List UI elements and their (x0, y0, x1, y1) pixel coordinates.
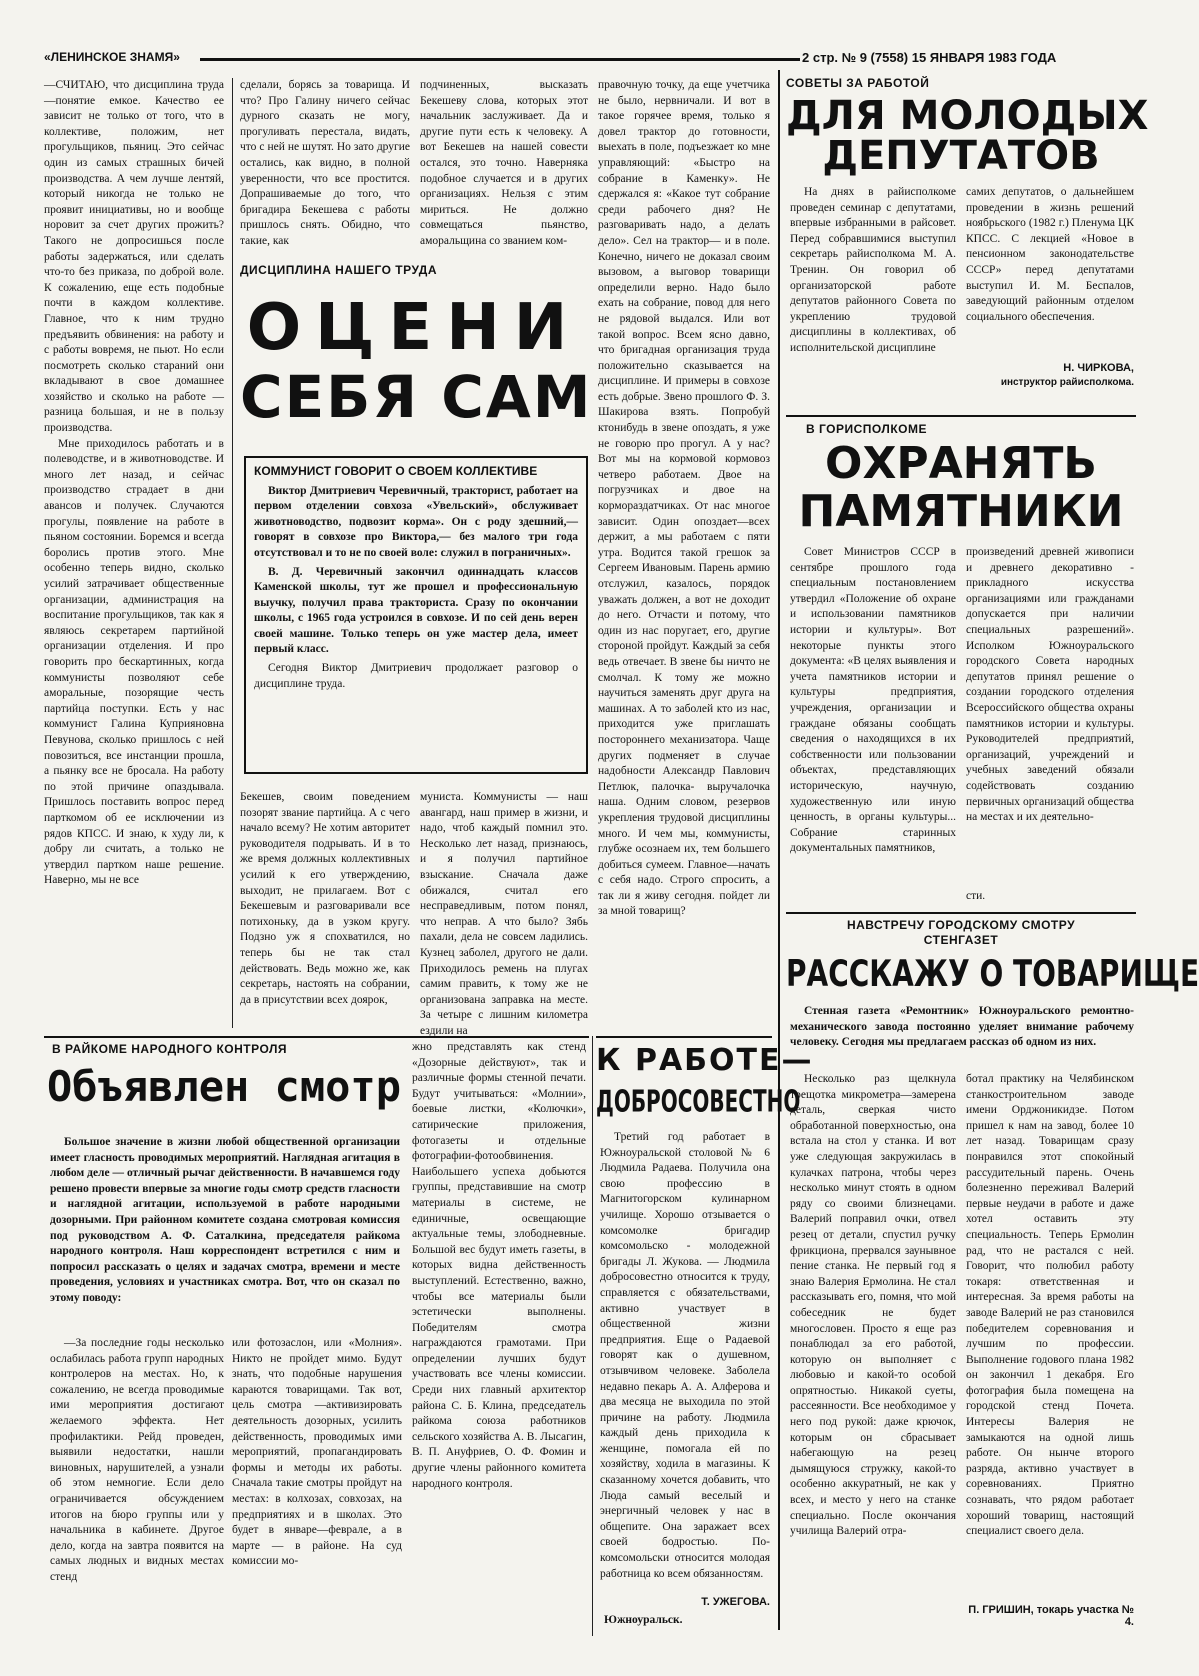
paragraph: произведений древней живописи и древнего декоративно - прикладного искусства организациями или гражданами допускается при наличии специальных разрешений». Исполком Южноуральского городского Совета народных депутатов принял решение о создании городского отделения Всероссийского общества охраны памятников истории и культуры. Руководителей предприятий, организаций, учреждений и учебных заведений обязали содействовать созданию первичных организаций общества на местах и их деятельно- (966, 546, 1134, 824)
deputies-col1 (790, 185, 956, 405)
paragraph: сделали, борясь за товарища. И что? Про Галину ничего сейчас дурного сказать не могу, прогуливать перестала, видать, что с ней не шутят. Но зато другие остались, как видно, в полной уверенности, что все простится. Допрашиваемые до того, что бригадира Бекешева с работы пришлось снять. Обидно, что такие, как (240, 79, 410, 247)
comrade-lead (790, 1004, 1134, 1068)
deputies-col2 (966, 185, 1134, 361)
control-col3 (412, 1040, 586, 1636)
divider (592, 1036, 593, 1636)
control-col1 (50, 1336, 224, 1636)
discipline-col3-top (420, 78, 588, 263)
paragraph: На днях в райисполкоме проведен семинар с депутатами, впервые избранными в райсовет. Перед собравшимися выступил секретарь райисполкома М. А. Тренин. Он говорил об организаторской работе депутатов районного Совета по укреплению трудовой дисциплины в коллективах, об исполнительской дисциплине (790, 186, 956, 354)
column-divider (778, 70, 780, 1630)
discipline-rubric: ДИСЦИПЛИНА НАШЕГО ТРУДА (240, 263, 438, 277)
divider (596, 1036, 772, 1038)
control-lead (50, 1135, 400, 1325)
divider (786, 415, 1136, 417)
deputies-rubric: СОВЕТЫ ЗА РАБОТОЙ (786, 76, 930, 90)
deputies-headline-1: ДЛЯ МОЛОДЫХ (786, 93, 1149, 139)
work-headline-2: ДОБРОСОВЕСТНО (596, 1083, 801, 1119)
communist-box-title: КОММУНИСТ ГОВОРИТ О СВОЕМ КОЛЛЕКТИВЕ (254, 464, 538, 478)
work-signature: Т. УЖЕГОВА. (701, 1596, 770, 1608)
control-headline: Объявлен смотр (46, 1062, 401, 1111)
paragraph: правочную точку, да еще учетчика не было, нервничали. И вот в такое горячее время, только я довел трактор до готовности, выехать в поле, подъезжает ко мне управляющий: «Быстро на собрание в Каменку». Не сдержался я: «Какое тут собрание среди рабочего дня? Не разговаривать надо, а делать дело». Сел на трактор— и в поле. Конечно, ничего не доказал своим вызовом, а выговор товарищи определили верно. Надо было ехать на собрание, повод для него не рядовой выдался. Или вот такой вопрос. Всем ясно давно, что бригадная организация труда положительно сказывается на дисциплине. И примеры в совхозе есть добрые. Звено прошлого Ф. З. Шакирова взять. Попробуй ктонибудь в звене опоздать, я уже не говорю про прогул. А у нас? Вот мы на кормовой кормовоз четверо работаем. Двое на погрузчиках и двое на кормораздатчиках. От нас многое зависит. Один опоздает—всех держит, а мы работаем с пяти утра. Водится такой грешок за Сергеем Ивановым. Парень армию отслужил, казалось, порядок уважать должен, а вот не доходит до него. Отчасти и потому, что один из нас поругает, его, другие стороной пройдут. Каждый за себя ведь отвечает. В звене бы ничто не смолчал. К тому же можно научиться заменять друг друга на машинах. А то заболей кто из нас, приходится уже приглашать постороннего механизатора. Чаще других подменяет в случае надобности Александр Павлович Петлюк, палочка- выручалочка наша. Одним словом, резервов укрепления трудовой дисциплины много. И чем мы, коммунисты, глубже осознаем их, тем большего добиться сумеем. Главное—начать с себя надо. Строго спросить, а так ли я живу сегодня. пойдет ли за мной товарищ? (598, 79, 770, 918)
comrade-headline: РАССКАЖУ О ТОВАРИЩЕ (786, 952, 1199, 995)
control-col2 (232, 1336, 402, 1636)
divider (786, 912, 1136, 914)
discipline-col3-bottom (420, 790, 588, 1037)
paragraph: Бекешев, своим поведением позорят звание партийца. А с чего начало всему? Не хотим авторитет руководителя подрывать. И в то же время должных коллективных усилий к его утверждению, выходит, не прилагаем. Вот с Бекешевым и разговаривали все потихоньку, да в узком кругу. Подзно уж я спохватился, но теперь бы не так стал действовать. Ведь можно же, как секретарь, настоять на собрании, да в присутствии всех доярок, (240, 791, 410, 1006)
monuments-col1 (790, 545, 956, 905)
communist-box-p3: Сегодня Виктор Дмитриевич продолжает разговор о дисциплине труда. (254, 662, 578, 690)
discipline-headline-1: ОЦЕНИ (246, 291, 582, 365)
monuments-col2-tail: сти. (966, 890, 986, 902)
paragraph: —За последние годы несколько ослабилась работа групп народных контролеров на местах. Но, к сожалению, не всегда проводимые ими мероприятия достигают желаемого эффекта. Нет профилактики. Рейд проведен, выявили недостатки, нашли виновных, нарушителей, а узнали об этом немногие. Если дело ограничивается обсуждением итогов на бюро группы или у начальника в кабинете. Другое дело, когда на завтра появится на самых людных и видных местах стенд (50, 1337, 224, 1583)
comrade-col1 (790, 1072, 956, 1632)
discipline-col2-top (240, 78, 410, 247)
work-headline-1: К РАБОТЕ— (596, 1043, 814, 1078)
communist-box-p2: В. Д. Черевичный закончил одиннадцать классов Каменской школы, тут же прошел и профессиональную выучку, получил права тракториста. Сразу по окончании школы, с 1965 года устроился в совхозе. И по сей день верен своей машине. Только теперь он уже мастер дела, имеет первый класс. (254, 566, 578, 656)
masthead-right: 2 стр. № 9 (7558) 15 ЯНВАРЯ 1983 ГОДА (802, 50, 1057, 65)
paragraph: подчиненных, высказать Бекешеву слова, которых этот начальник заслуживает. Да и другие пути есть к человеку. А вот Бекешев на нашей совести остался, это точно. Наверняка подобное случается и в других организациях. Нельзя с этим мириться. Не должно совмещаться пьянство, аморальщина со званием ком- (420, 79, 588, 247)
paragraph: Стенная газета «Ремонтник» Южноуральского ремонтно- механического завода постоянно уделяет внимание рабочему человеку. Сегодня мы предлагаем рассказ об одном из них. (790, 1005, 1134, 1049)
paragraph: или фотозаслон, или «Молния». Никто не пройдет мимо. Будут знать, что подобные нарушения караются товарищами. Так вот, цель смотра —активизировать деятельность дозорных, усилить действенность, проводимых ими мероприятий, пропагандировать формы и методы их работы. Сначала такие смотры пройдут на местах: в колхозах, совхозах, на предприятиях и в школах. Это будет в январе—феврале, а в марте — в районе. На суд комиссии мо- (232, 1337, 402, 1568)
paragraph: самих депутатов, о дальнейшем проведении в жизнь решений ноябрьского (1982 г.) Пленума ЦК КПСС. С лекцией «Новое в пенсионном законодательстве СССР» перед депутатами выступил И. М. Беспалов, заведующий районным отделом социального обеспечения. (966, 186, 1134, 323)
discipline-headline-2: СЕБЯ САМ (240, 363, 593, 431)
paragraph: жно представлять как стенд «Дозорные действуют», так и различные формы стенной печати. Будут учитываться: «Молнии», боевые листки, «Колючки», сатирические приложения, фотогазеты и отдельные фотографии-фотообвинения. Наибольшего успеха добьются группы, представившие на смотр материалы в системе, не единичные, освещающие актуальные темы, злободневные. Большой вес будут иметь газеты, в которых видна действенность выступлений. Естественно, важно, чтобы все материалы были эстетически выполнены. Победителям смотра награждаются грамотами. При определении лучших будут участвовать все члены комиссии. Среди них главный архитектор района С. Б. Клина, председатель райкома союза работников сельского хозяйства А. В. Лысагин, В. П. Ануфриев, О. Ф. Фомин и другие члены районного комитета народного контроля. (412, 1041, 586, 1490)
paragraph: муниста. Коммунисты — наш авангард, наш пример в жизни, и надо, чтоб каждый помнил это. Несколько лет назад, признаюсь, и я получил партийное взыскание. Сначала даже обижался, считал его несправедливым, потом понял, что неправ. А что было? Зябь пахали, дела не совсем ладились. Кузнец заболел, другого не дали. Приходилось ремень на плугах самим править, к тому же не организована заправка на месте. За четыре с лишним километра ездили на (420, 791, 588, 1037)
paragraph: Несколько раз щелкнула трещотка микрометра—замерена деталь, сверкая чисто обработанной поверхностью, она встала на стол у станка. И вот уже следующая закружилась в кулачках патрона, чтобы через несколько минут стоять в одном ряду со своими близнецами. Валерий поправил очки, отвел резец от детали, спустил ручку фрикциона, прервался заунывное пение станка. Не первый год я знаю Валерия Ермолина. Не стал рассказывать его, помня, что мой собеседник не будет многословен. Просто я еще раз понаблюдал за его работой, которую он выполняет с любовью и какой-то особой опрятностью. Никакой суеты, рассеянности. Все необходимое у него под рукой: даже крючок, которым он сбрасывает набегающую на резец дымящуюся стружку, какой-то особенно аккуратный, не как у всех, и место у него на станке специально. После окончания училища Валерий отра- (790, 1073, 956, 1538)
monuments-headline-2: ПАМЯТНИКИ (798, 486, 1124, 537)
monuments-rubric: В ГОРИСПОЛКОМЕ (806, 422, 928, 436)
comrade-rubric-1: НАВСТРЕЧУ ГОРОДСКОМУ СМОТРУ (846, 918, 1076, 932)
communist-box (244, 456, 588, 774)
comrade-rubric-2: СТЕНГАЗЕТ (923, 933, 999, 947)
communist-box-p1: Виктор Дмитриевич Черевичный, тракторист, работает на первом отделении совхоза «Увельский», обслуживает животноводство, подвозит корма». Он с роду здешний,— говорят в совхозе про Виктора,— без малого три года отсутствовал и то не по своей воле: служил в пограничных». (254, 485, 578, 559)
discipline-col4 (598, 78, 770, 1030)
masthead-rule (200, 58, 800, 61)
paragraph: Большое значение в жизни любой общественной организации имеет гласность проводимых мероприятий. Наглядная агитация в любом деле — отличный рычаг действенности. В начавшемся году решено провести впервые за многие годы смотр средств гласности и наглядной агитации, используемой в работе народными дозорными. При районном комитете создана смотровая комиссия под руководством А. Ф. Саталкина, председателя райкома народного контроля. Наш корреспондент встретился с ним и попросил рассказать о целях и задачах смотра, времени и месте проведения, условиях и участниках смотра. Вот, что он сказал по этому поводу: (50, 1136, 400, 1304)
discipline-col1-p2: Мне приходилось работать и в полеводстве, и в животноводстве. И много лет назад, и сейчас производство страдает в дни авансов и получек. Случаются прогулы, появление на работе в пьяном состоянии. Боремся и всегда боролись против этого. Мне особенно теперь видно, сколько усилий затрачивает общественные организации, администрация на воспитание прогульщиков, так как я являюсь секретарем партийной организации отделения. И про говорить про бескартинных, когда коммунисты позволяют себе аморальные, позорящие честь партийца поступки. Есть у нас коммунист Галина Куприяновна Певунова, сколько пришлось с ней повозиться, все инстанции прошла, а пьянку все не бросала. На работу по этой причине опаздывала. Пришлось поставить вопрос перед парткомом об ее исключении из рядов КПСС. И знаю, к худу ли, к добру ли считать, а только не утвердил партком наше решение. Наверно, мы не все (44, 437, 224, 887)
discipline-col2-bottom (240, 790, 410, 1030)
divider (44, 1036, 589, 1038)
masthead-left: «ЛЕНИНСКОЕ ЗНАМЯ» (44, 50, 180, 64)
divider (232, 78, 233, 1028)
comrade-signature: П. ГРИШИН, токарь участка № 4. (968, 1604, 1134, 1628)
monuments-headline-1: ОХРАНЯТЬ (825, 438, 1097, 489)
paragraph: ботал практику на Челябинском станкостроительном заводе имени Орджоникидзе. Потом пришел к нам на завод, более 10 лет назад. Товарищам сразу понравился этот спокойный рассудительный парень. Очень болезненно переживал Валерий первые неудачи в работе и даже хотел оставить эту специальность. Теперь Ермолин рад, что не растался с ней. Говорит, что полюбил работу токаря: ответственная и интересная. За время работы на заводе Валерий не раз становился победителем соревнования и лучшим по профессии. Выполнение годового плана 1982 он закончил 1 декабря. Его фотография была помещена на городской стенд Почета. Интересы Валерия не замыкаются на одной лишь работе. Он нынче второго разряда, активно участвует в соревнованиях. Приятно сознавать, что рядом работает хороший товарищ, настоящий специалист своего дела. (966, 1073, 1134, 1538)
paragraph: Совет Министров СССР в сентябре прошлого года специальным постановлением утвердил «Положение об охране и использовании памятников истории и культуры». Вот некоторые пункты этого документа: «В целях выявления и учета памятников истории и культуры предприятия, учреждения, организации и граждане обязаны сообщать сведения о находящихся в их собственности или пользовании объектах, представляющих историческую, научную, художественную или иную ценность, в органы культуры... Собрание старинных документальных памятников, (790, 546, 956, 855)
monuments-col2 (966, 545, 1134, 890)
work-place: Южноуральск. (604, 1614, 683, 1626)
discipline-col1-p1: —СЧИТАЮ, что дисциплина труда—понятие емкое. Качество ее зависит не только от того, что в коллективе, положим, нет прогульщиков, пьяниц. Это сейчас один из самых страшных бичей производства. А чем лучше лентяй, который никогда не только не проявит инициативы, но и вообще норовит за счет других прожить? Такого не допросишься после работы задержаться, или сделать что-то без приказа, по доброй воле. К сожалению, еще есть подобные почти в каждом коллективе. Главное, что к ним трудно предъявить обвинения: на работу и с работы вовремя, не пьют. Но если посмотреть сколько стараний они вкладывают в свое домашнее хозяйство и сколько на работе — разница большая, и не в пользу производства. (44, 79, 224, 435)
control-rubric: В РАЙКОМЕ НАРОДНОГО КОНТРОЛЯ (52, 1042, 288, 1056)
comrade-col2 (966, 1072, 1134, 1602)
work-body (600, 1130, 770, 1590)
deputies-headline-2: ДЕПУТАТОВ (822, 133, 1100, 179)
deputies-signature-name: Н. ЧИРКОВА, (1063, 362, 1134, 374)
discipline-col1 (44, 78, 224, 1028)
paragraph: Третий год работает в Южноуральской столовой № 6 Людмила Радаева. Получила она свою профессию в Магнитогорском кулинарном училище. Хорошо отзывается о комсомолке бригадир комсомольско - молодежной бригады Л. Жукова. — Людмила добросовестно относится к труду, справляется с обязательствами, активно участвует в общественной жизни предприятия. Еще о Радаевой говорят как о душевном, отзывчивом человеке. Заболела недавно пекарь А. А. Алферова и два месяца не выходила по этой причине на работу. Людмила каждый день приходила к женщине, помогала ей по хозяйству, ходила в магазины. К сказанному хочется добавить, что Люда самый веселый и энергичный человек у нас в общепите. Она заражает всех своей бодростью. По-комсомольски относится молодая работница ко всем обязанностям. (600, 1131, 770, 1580)
deputies-signature-title: инструктор райисполкома. (1000, 377, 1134, 388)
